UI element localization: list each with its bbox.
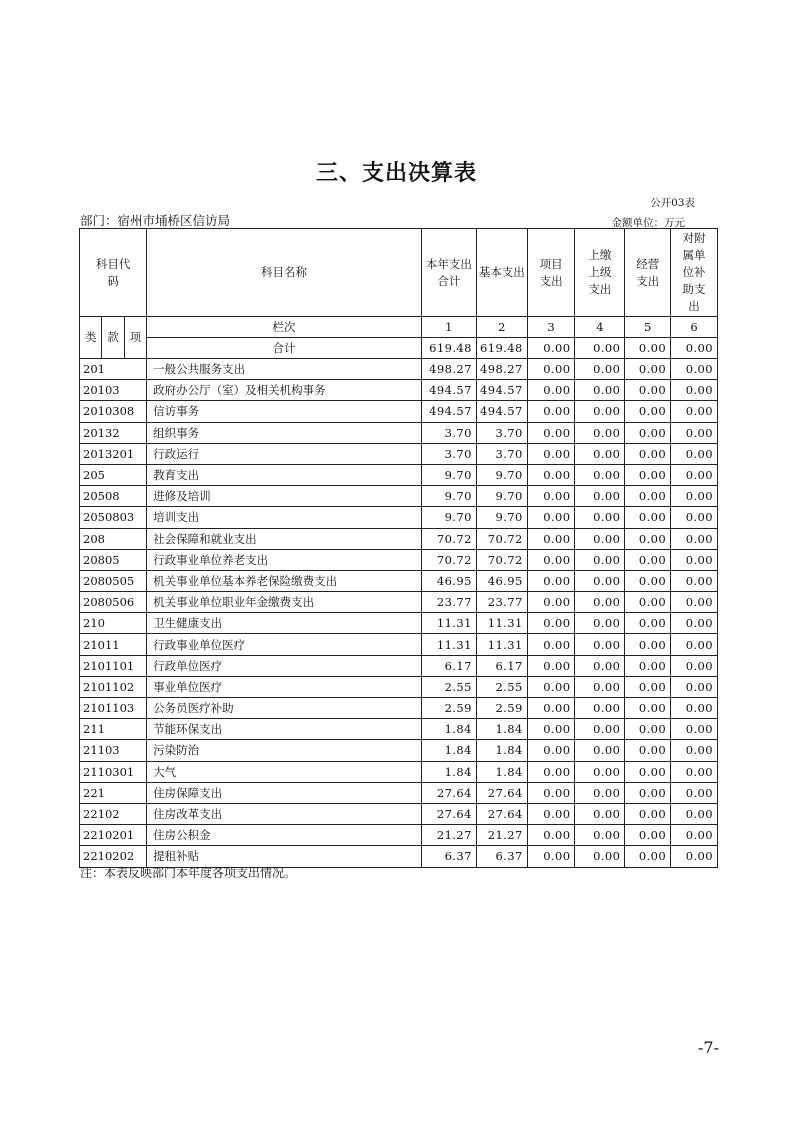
row-value: 0.00 — [527, 570, 575, 591]
table-row — [80, 549, 718, 570]
row-value: 2.59 — [476, 698, 527, 719]
row-value: 0.00 — [625, 698, 671, 719]
row-value: 494.57 — [476, 380, 527, 401]
row-value: 0.00 — [671, 698, 718, 719]
row-code: 21011 — [80, 634, 147, 655]
row-value: 0.00 — [625, 486, 671, 507]
table-row — [80, 761, 718, 782]
row-value: 0.00 — [625, 846, 671, 867]
row-value: 0.00 — [625, 719, 671, 740]
row-code: 201 — [80, 359, 147, 380]
row-value: 9.70 — [476, 486, 527, 507]
row-value: 11.31 — [421, 613, 476, 634]
row-name: 住房保障支出 — [147, 782, 422, 803]
row-value: 0.00 — [575, 401, 625, 422]
row-value: 0.00 — [575, 825, 625, 846]
row-name: 一般公共服务支出 — [147, 359, 422, 380]
row-value: 27.64 — [476, 803, 527, 824]
row-name: 公务员医疗补助 — [147, 698, 422, 719]
row-value: 3.70 — [421, 443, 476, 464]
row-value: 6.37 — [476, 846, 527, 867]
row-value: 0.00 — [625, 507, 671, 528]
total-value: 619.48 — [476, 338, 527, 359]
row-value: 3.70 — [476, 443, 527, 464]
table-row — [80, 528, 718, 549]
row-value: 0.00 — [671, 676, 718, 697]
row-value: 0.00 — [575, 380, 625, 401]
row-value: 0.00 — [625, 528, 671, 549]
row-value: 0.00 — [625, 570, 671, 591]
row-value: 46.95 — [476, 570, 527, 591]
row-value: 0.00 — [527, 782, 575, 803]
row-value: 0.00 — [625, 464, 671, 485]
row-value: 0.00 — [575, 634, 625, 655]
table-row — [80, 655, 718, 676]
col-number: 5 — [625, 317, 671, 338]
row-value: 0.00 — [671, 846, 718, 867]
col-number: 4 — [575, 317, 625, 338]
col-number: 2 — [476, 317, 527, 338]
row-value: 0.00 — [575, 443, 625, 464]
row-name: 教育支出 — [147, 464, 422, 485]
table-row — [80, 443, 718, 464]
amount-unit-label: 金额单位：万元 — [611, 217, 685, 229]
row-value: 70.72 — [476, 528, 527, 549]
form-number: 公开03表 — [650, 197, 695, 209]
row-value: 0.00 — [625, 803, 671, 824]
page-title: 三、支出决算表 — [315, 161, 477, 186]
row-value: 0.00 — [625, 825, 671, 846]
row-value: 27.64 — [421, 782, 476, 803]
table-row — [80, 740, 718, 761]
row-value: 9.70 — [476, 507, 527, 528]
row-name: 培训支出 — [147, 507, 422, 528]
row-code: 2110301 — [80, 761, 147, 782]
row-value: 70.72 — [476, 549, 527, 570]
row-value: 0.00 — [625, 549, 671, 570]
row-value: 1.84 — [421, 761, 476, 782]
row-value: 9.70 — [421, 507, 476, 528]
row-code: 2080506 — [80, 592, 147, 613]
row-value: 46.95 — [421, 570, 476, 591]
row-value: 23.77 — [421, 592, 476, 613]
row-value: 0.00 — [625, 443, 671, 464]
row-value: 0.00 — [575, 486, 625, 507]
row-value: 1.84 — [421, 719, 476, 740]
row-name: 提租补贴 — [147, 846, 422, 867]
row-code: 2210202 — [80, 846, 147, 867]
row-value: 0.00 — [575, 422, 625, 443]
row-value: 0.00 — [575, 359, 625, 380]
row-value: 0.00 — [671, 380, 718, 401]
header-lanci: 栏次 — [147, 317, 422, 338]
row-name: 组织事务 — [147, 422, 422, 443]
row-code: 211 — [80, 719, 147, 740]
row-name: 行政事业单位养老支出 — [147, 549, 422, 570]
row-value: 498.27 — [476, 359, 527, 380]
table-row — [80, 634, 718, 655]
row-value: 0.00 — [575, 528, 625, 549]
row-value: 0.00 — [671, 507, 718, 528]
row-value: 0.00 — [625, 634, 671, 655]
row-value: 23.77 — [476, 592, 527, 613]
row-value: 0.00 — [671, 486, 718, 507]
row-value: 0.00 — [575, 613, 625, 634]
row-code: 221 — [80, 782, 147, 803]
row-value: 1.84 — [476, 740, 527, 761]
col-number: 3 — [527, 317, 575, 338]
row-name: 政府办公厅（室）及相关机构事务 — [147, 380, 422, 401]
row-value: 0.00 — [575, 655, 625, 676]
row-value: 0.00 — [671, 761, 718, 782]
row-value: 0.00 — [527, 655, 575, 676]
row-value: 0.00 — [527, 380, 575, 401]
row-name: 行政运行 — [147, 443, 422, 464]
row-value: 0.00 — [575, 570, 625, 591]
row-value: 0.00 — [671, 422, 718, 443]
page-number: -7- — [698, 1038, 719, 1057]
table-row — [80, 380, 718, 401]
row-name: 大气 — [147, 761, 422, 782]
row-value: 9.70 — [421, 464, 476, 485]
header-basic-expenditure: 基本支出 — [476, 229, 527, 317]
row-value: 0.00 — [625, 761, 671, 782]
row-value: 2.55 — [476, 676, 527, 697]
row-value: 0.00 — [671, 549, 718, 570]
row-value: 27.64 — [476, 782, 527, 803]
row-name: 行政单位医疗 — [147, 655, 422, 676]
table-row — [80, 422, 718, 443]
total-value: 0.00 — [527, 338, 575, 359]
row-value: 0.00 — [527, 549, 575, 570]
table-row — [80, 825, 718, 846]
row-code: 20103 — [80, 380, 147, 401]
row-value: 0.00 — [671, 528, 718, 549]
table-row — [80, 592, 718, 613]
table-row — [80, 719, 718, 740]
table-note: 注：本表反映部门本年度各项支出情况。 — [80, 866, 297, 880]
row-value: 2.55 — [421, 676, 476, 697]
row-value: 0.00 — [527, 443, 575, 464]
header-kuan: 款 — [102, 317, 124, 359]
row-value: 6.17 — [476, 655, 527, 676]
row-value: 1.84 — [476, 719, 527, 740]
row-name: 进修及培训 — [147, 486, 422, 507]
row-code: 205 — [80, 464, 147, 485]
row-value: 0.00 — [527, 528, 575, 549]
row-code: 2101102 — [80, 676, 147, 697]
row-value: 0.00 — [575, 846, 625, 867]
col-number: 1 — [421, 317, 476, 338]
row-code: 20132 — [80, 422, 147, 443]
row-name: 事业单位医疗 — [147, 676, 422, 697]
row-value: 0.00 — [625, 592, 671, 613]
row-code: 2101103 — [80, 698, 147, 719]
table-row — [80, 803, 718, 824]
expenditure-table — [79, 228, 718, 868]
row-value: 0.00 — [671, 655, 718, 676]
row-value: 0.00 — [527, 825, 575, 846]
table-row — [80, 486, 718, 507]
row-name: 行政事业单位医疗 — [147, 634, 422, 655]
row-value: 0.00 — [671, 613, 718, 634]
row-value: 70.72 — [421, 549, 476, 570]
row-value: 0.00 — [575, 719, 625, 740]
row-value: 0.00 — [527, 634, 575, 655]
row-value: 2.59 — [421, 698, 476, 719]
row-code: 20508 — [80, 486, 147, 507]
row-value: 0.00 — [625, 401, 671, 422]
row-value: 0.00 — [575, 740, 625, 761]
table-row — [80, 676, 718, 697]
row-value: 0.00 — [671, 464, 718, 485]
row-value: 498.27 — [421, 359, 476, 380]
row-name: 污染防治 — [147, 740, 422, 761]
row-code: 2050803 — [80, 507, 147, 528]
row-value: 0.00 — [671, 592, 718, 613]
header-subsidiary-expenditure: 对附属单位补助支出 — [671, 229, 718, 317]
row-value: 0.00 — [625, 655, 671, 676]
row-value: 0.00 — [625, 740, 671, 761]
row-value: 494.57 — [421, 380, 476, 401]
row-value: 11.31 — [421, 634, 476, 655]
header-total-expenditure: 本年支出合计 — [421, 229, 476, 317]
row-code: 21103 — [80, 740, 147, 761]
row-code: 2013201 — [80, 443, 147, 464]
table-row — [80, 401, 718, 422]
row-value: 70.72 — [421, 528, 476, 549]
row-value: 0.00 — [527, 676, 575, 697]
row-value: 494.57 — [476, 401, 527, 422]
row-value: 0.00 — [671, 825, 718, 846]
header-operating-expenditure: 经营支出 — [625, 229, 671, 317]
row-value: 0.00 — [575, 507, 625, 528]
table-row — [80, 782, 718, 803]
row-value: 0.00 — [671, 443, 718, 464]
row-value: 27.64 — [421, 803, 476, 824]
header-project-expenditure: 项目支出 — [527, 229, 575, 317]
col-number: 6 — [671, 317, 718, 338]
row-value: 1.84 — [476, 761, 527, 782]
row-value: 9.70 — [476, 464, 527, 485]
table-row — [80, 507, 718, 528]
row-code: 2080505 — [80, 570, 147, 591]
row-value: 0.00 — [527, 422, 575, 443]
row-name: 住房改革支出 — [147, 803, 422, 824]
row-value: 21.27 — [421, 825, 476, 846]
row-value: 0.00 — [671, 634, 718, 655]
row-code: 2210201 — [80, 825, 147, 846]
row-value: 0.00 — [527, 719, 575, 740]
row-value: 0.00 — [527, 761, 575, 782]
row-value: 0.00 — [575, 464, 625, 485]
table-row — [80, 698, 718, 719]
row-name: 住房公积金 — [147, 825, 422, 846]
row-value: 0.00 — [575, 803, 625, 824]
row-value: 0.00 — [527, 613, 575, 634]
row-value: 0.00 — [575, 676, 625, 697]
row-value: 0.00 — [625, 380, 671, 401]
row-value: 0.00 — [625, 613, 671, 634]
table-row — [80, 359, 718, 380]
row-code: 210 — [80, 613, 147, 634]
row-value: 0.00 — [575, 592, 625, 613]
header-lei: 类 — [80, 317, 102, 359]
table-row — [80, 464, 718, 485]
row-value: 0.00 — [575, 761, 625, 782]
total-value: 619.48 — [421, 338, 476, 359]
table-row — [80, 570, 718, 591]
row-code: 22102 — [80, 803, 147, 824]
row-value: 0.00 — [671, 782, 718, 803]
row-value: 0.00 — [527, 846, 575, 867]
header-remit-expenditure: 上缴上级支出 — [575, 229, 625, 317]
department-label: 部门：宿州市埇桥区信访局 — [80, 213, 231, 228]
row-value: 0.00 — [671, 359, 718, 380]
row-value: 0.00 — [527, 359, 575, 380]
row-value: 3.70 — [476, 422, 527, 443]
row-value: 1.84 — [421, 740, 476, 761]
row-code: 2101101 — [80, 655, 147, 676]
row-value: 11.31 — [476, 613, 527, 634]
row-value: 3.70 — [421, 422, 476, 443]
header-code: 科目代码 — [80, 229, 147, 317]
row-value: 9.70 — [421, 486, 476, 507]
row-value: 0.00 — [527, 507, 575, 528]
total-value: 0.00 — [625, 338, 671, 359]
row-code: 2010308 — [80, 401, 147, 422]
row-name: 社会保障和就业支出 — [147, 528, 422, 549]
row-name: 卫生健康支出 — [147, 613, 422, 634]
row-value: 0.00 — [527, 592, 575, 613]
row-value: 0.00 — [671, 803, 718, 824]
row-value: 0.00 — [527, 401, 575, 422]
row-code: 208 — [80, 528, 147, 549]
row-value: 0.00 — [671, 570, 718, 591]
row-value: 0.00 — [575, 549, 625, 570]
row-value: 0.00 — [625, 422, 671, 443]
row-value: 0.00 — [527, 464, 575, 485]
row-value: 0.00 — [671, 740, 718, 761]
row-value: 21.27 — [476, 825, 527, 846]
header-xiang: 项 — [124, 317, 146, 359]
row-value: 0.00 — [625, 359, 671, 380]
row-value: 0.00 — [527, 486, 575, 507]
row-value: 0.00 — [625, 676, 671, 697]
total-value: 0.00 — [671, 338, 718, 359]
row-value: 0.00 — [527, 740, 575, 761]
row-value: 11.31 — [476, 634, 527, 655]
row-value: 0.00 — [671, 401, 718, 422]
total-label: 合计 — [147, 338, 422, 359]
table-row — [80, 613, 718, 634]
row-value: 494.57 — [421, 401, 476, 422]
row-value: 0.00 — [527, 698, 575, 719]
row-value: 6.37 — [421, 846, 476, 867]
row-code: 20805 — [80, 549, 147, 570]
row-value: 0.00 — [625, 782, 671, 803]
row-value: 0.00 — [671, 719, 718, 740]
row-name: 节能环保支出 — [147, 719, 422, 740]
row-name: 机关事业单位职业年金缴费支出 — [147, 592, 422, 613]
row-name: 信访事务 — [147, 401, 422, 422]
row-value: 0.00 — [527, 803, 575, 824]
total-value: 0.00 — [575, 338, 625, 359]
row-value: 6.17 — [421, 655, 476, 676]
header-name: 科目名称 — [147, 229, 422, 317]
row-value: 0.00 — [575, 698, 625, 719]
row-value: 0.00 — [575, 782, 625, 803]
row-name: 机关事业单位基本养老保险缴费支出 — [147, 570, 422, 591]
